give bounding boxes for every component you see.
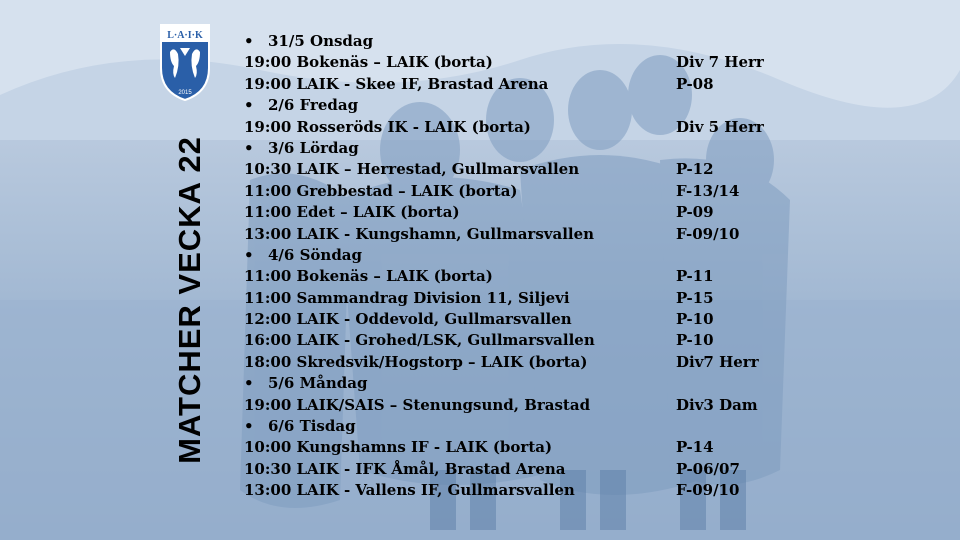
match-row <box>244 224 944 245</box>
page-title: MATCHER VECKA 22 <box>172 136 207 464</box>
match-row <box>244 52 944 73</box>
match-row <box>244 117 944 138</box>
match-row <box>244 309 944 330</box>
day-label: 5/6 Måndag <box>268 374 368 393</box>
bullet-icon: • <box>244 96 254 115</box>
match-category: F-09/10 <box>676 224 740 243</box>
match-row <box>244 330 944 351</box>
shield-icon <box>158 22 212 102</box>
day-header <box>244 373 944 394</box>
match-category: Div3 Dam <box>676 395 758 414</box>
bullet-icon: • <box>244 417 254 436</box>
day-label: 3/6 Lördag <box>268 138 359 157</box>
bullet-icon: • <box>244 32 254 50</box>
match-category: Div7 Herr <box>676 352 759 371</box>
day-header <box>244 138 944 159</box>
bullet-icon: • <box>244 138 254 157</box>
match-row <box>244 288 944 309</box>
match-row <box>244 159 944 180</box>
match-schedule-list <box>244 31 944 502</box>
match-row <box>244 480 944 501</box>
match-description: 11:00 Edet – LAIK (borta) <box>244 203 460 222</box>
match-row <box>244 352 944 373</box>
match-description: 16:00 LAIK - Grohed/LSK, Gullmarsvallen <box>244 331 595 350</box>
day-header <box>244 31 944 52</box>
logo-letters: L·A·I·K <box>167 30 203 41</box>
match-description: 19:00 Bokenäs – LAIK (borta) <box>244 53 493 72</box>
match-row <box>244 459 944 480</box>
match-description: 12:00 LAIK - Oddevold, Gullmarsvallen <box>244 310 572 329</box>
match-category: P-10 <box>676 331 714 350</box>
match-category: P-09 <box>676 203 714 222</box>
match-category: P-10 <box>676 310 714 329</box>
match-description: 19:00 Rosseröds IK - LAIK (borta) <box>244 117 531 136</box>
match-description: 11:00 Bokenäs – LAIK (borta) <box>244 267 493 286</box>
match-row <box>244 437 944 458</box>
match-row <box>244 395 944 416</box>
bullet-icon: • <box>244 245 254 264</box>
day-label: 31/5 Onsdag <box>268 32 374 50</box>
match-category: F-09/10 <box>676 481 740 500</box>
day-label: 4/6 Söndag <box>268 245 363 264</box>
day-label: 6/6 Tisdag <box>268 417 356 436</box>
match-description: 11:00 Grebbestad – LAIK (borta) <box>244 181 518 200</box>
day-label: 2/6 Fredag <box>268 96 359 115</box>
match-description: 13:00 LAIK - Vallens IF, Gullmarsvallen <box>244 481 575 500</box>
match-category: P-06/07 <box>676 459 740 478</box>
match-description: 10:30 LAIK - IFK Åmål, Brastad Arena <box>244 459 566 478</box>
match-description: 13:00 LAIK - Kungshamn, Gullmarsvallen <box>244 224 595 243</box>
match-category: P-15 <box>676 288 714 307</box>
match-row <box>244 74 944 95</box>
day-header <box>244 245 944 266</box>
match-category: Div 7 Herr <box>676 53 764 72</box>
day-header <box>244 416 944 437</box>
match-row <box>244 266 944 287</box>
match-description: 18:00 Skredsvik/Hogstorp – LAIK (borta) <box>244 352 588 371</box>
match-row <box>244 202 944 223</box>
match-row <box>244 181 944 202</box>
logo-year: 2015 <box>178 90 192 96</box>
match-category: P-14 <box>676 438 714 457</box>
match-description: 19:00 LAIK - Skee IF, Brastad Arena <box>244 74 549 93</box>
match-description: 10:00 Kungshamns IF - LAIK (borta) <box>244 438 553 457</box>
laik-club-logo <box>158 22 212 102</box>
match-description: 10:30 LAIK – Herrestad, Gullmarsvallen <box>244 160 580 179</box>
match-category: P-12 <box>676 160 714 179</box>
match-category: F-13/14 <box>676 181 740 200</box>
match-description: 11:00 Sammandrag Division 11, Siljevi <box>244 288 570 307</box>
match-category: P-08 <box>676 74 714 93</box>
day-header <box>244 95 944 116</box>
match-category: Div 5 Herr <box>676 117 764 136</box>
bullet-icon: • <box>244 374 254 393</box>
match-category: P-11 <box>676 267 714 286</box>
match-description: 19:00 LAIK/SAIS – Stenungsund, Brastad <box>244 395 591 414</box>
